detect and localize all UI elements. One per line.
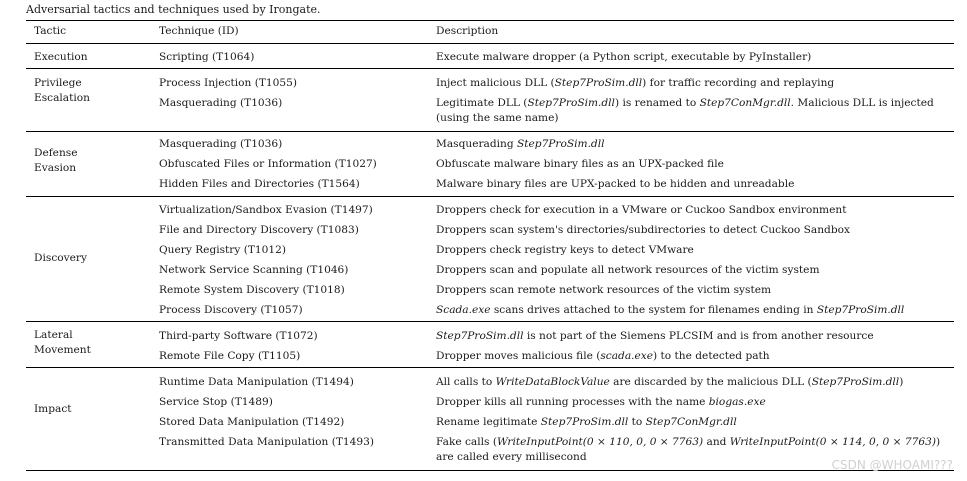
description-cell: Droppers check registry keys to detect VMware: [436, 244, 694, 256]
description-cell: Droppers scan remote network resources of the victim system: [436, 284, 772, 296]
header-tactic: Tactic: [34, 25, 67, 37]
tactic-defense-line2: Evasion: [34, 162, 77, 174]
table-caption: Adversarial tactics and techniques used by Irongate.: [26, 3, 321, 16]
header-rule: [26, 43, 954, 44]
group-rule: [26, 321, 954, 322]
description-cell: Droppers scan and populate all network resources of the victim system: [436, 264, 820, 276]
technique-cell: Third-party Software (T1072): [159, 330, 318, 342]
technique-cell: Transmitted Data Manipulation (T1493): [159, 436, 375, 448]
tactic-privilege-line1: Privilege: [34, 77, 82, 89]
group-rule: [26, 131, 954, 132]
description-cell: Droppers scan system's directories/subdirectories to detect Cuckoo Sandbox: [436, 224, 850, 236]
description-cell: Fake calls (WriteInputPoint(0 × 110, 0, 0 × 7763) and WriteInputPoint(0 × 114, 0, 0 × 7763)): [436, 436, 941, 448]
description-cell-line2: are called every millisecond: [436, 451, 587, 463]
technique-cell: Masquerading (T1036): [159, 138, 283, 150]
technique-cell: Obfuscated Files or Information (T1027): [159, 158, 377, 170]
group-rule: [26, 196, 954, 197]
technique-cell: Service Stop (T1489): [159, 396, 273, 408]
technique-cell: Runtime Data Manipulation (T1494): [159, 376, 354, 388]
description-cell-line2: (using the same name): [436, 112, 559, 124]
description-cell: Scada.exe scans drives attached to the system for filenames ending in Step7ProSim.dll: [436, 304, 905, 316]
description-cell: Masquerading Step7ProSim.dll: [436, 138, 605, 150]
header-technique: Technique (ID): [159, 25, 239, 37]
group-rule: [26, 367, 954, 368]
tactic-impact: Impact: [34, 403, 72, 415]
technique-cell: Process Discovery (T1057): [159, 304, 303, 316]
watermark: CSDN @WHOAMI???: [831, 458, 953, 472]
bottom-rule: [26, 470, 954, 471]
description-cell: Rename legitimate Step7ProSim.dll to Step7ConMgr.dll: [436, 416, 737, 428]
header-description: Description: [436, 25, 499, 37]
description-cell: Droppers check for execution in a VMware or Cuckoo Sandbox environment: [436, 204, 847, 216]
technique-cell: File and Directory Discovery (T1083): [159, 224, 359, 236]
technique-cell: Remote System Discovery (T1018): [159, 284, 345, 296]
technique-cell: Scripting (T1064): [159, 51, 255, 63]
technique-cell: Virtualization/Sandbox Evasion (T1497): [159, 204, 373, 216]
technique-cell: Query Registry (T1012): [159, 244, 287, 256]
technique-cell: Process Injection (T1055): [159, 77, 298, 89]
tactic-privilege-line2: Escalation: [34, 92, 90, 104]
technique-cell: Hidden Files and Directories (T1564): [159, 178, 360, 190]
technique-cell: Stored Data Manipulation (T1492): [159, 416, 345, 428]
tactic-lateral-line1: Lateral: [34, 329, 73, 341]
description-cell: Obfuscate malware binary files as an UPX-packed file: [436, 158, 724, 170]
description-cell: Execute malware dropper (a Python script, executable by PyInstaller): [436, 51, 812, 63]
technique-cell: Remote File Copy (T1105): [159, 350, 301, 362]
group-rule: [26, 68, 954, 69]
description-cell: All calls to WriteDataBlockValue are discarded by the malicious DLL (Step7ProSim.dll): [436, 376, 904, 388]
technique-cell: Network Service Scanning (T1046): [159, 264, 349, 276]
description-cell: Step7ProSim.dll is not part of the Siemens PLCSIM and is from another resource: [436, 330, 874, 342]
tactic-lateral-line2: Movement: [34, 344, 91, 356]
description-cell: Inject malicious DLL (Step7ProSim.dll) for traffic recording and replaying: [436, 77, 835, 89]
description-cell: Legitimate DLL (Step7ProSim.dll) is renamed to Step7ConMgr.dll. Malicious DLL is injected: [436, 97, 934, 109]
technique-cell: Masquerading (T1036): [159, 97, 283, 109]
description-cell: Dropper moves malicious file (scada.exe) to the detected path: [436, 350, 770, 362]
tactic-execution: Execution: [34, 51, 88, 63]
tactic-discovery: Discovery: [34, 252, 87, 264]
description-cell: Dropper kills all running processes with the name biogas.exe: [436, 396, 766, 408]
tactic-defense-line1: Defense: [34, 147, 78, 159]
top-rule: [26, 20, 954, 21]
description-cell: Malware binary files are UPX-packed to be hidden and unreadable: [436, 178, 795, 190]
